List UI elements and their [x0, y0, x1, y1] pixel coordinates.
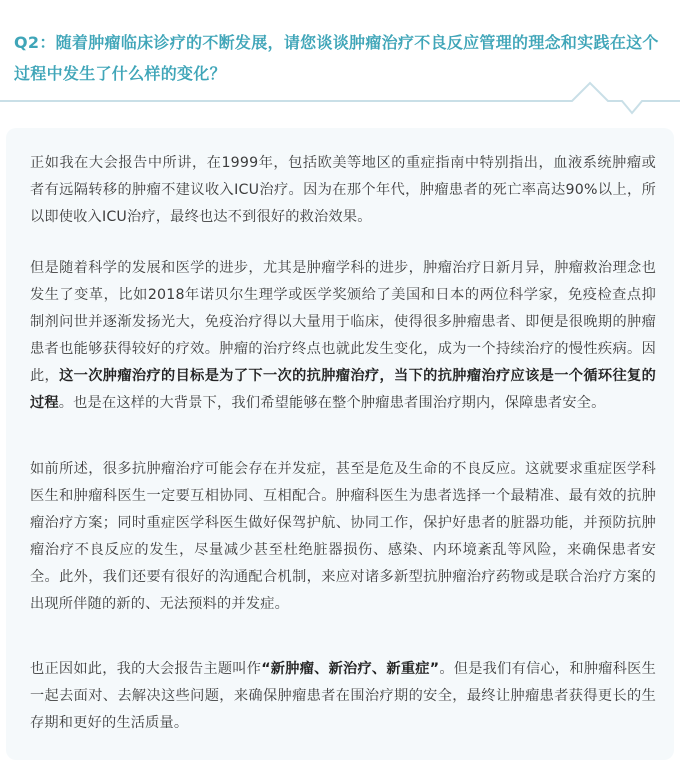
question-heading: Q2：随着肿瘤临床诊疗的不断发展，请您谈谈肿瘤治疗不良反应管理的理念和实践在这个过程中发生了什么样的变化？ — [14, 33, 659, 83]
paragraph-2-text-a: 但是随着科学的发展和医学的进步，尤其是肿瘤学科的进步，肿瘤治疗日新月异，肿瘤救治理念也发生了变革，比如2018年诺贝尔生理学或医学奖颁给了美国和日本的两位科学家，免疫检查点抑制剂问世并逐渐发扬光大，免疫治疗得以大量用于临床，使得很多肿瘤患者、即便是很晚期的肿瘤患者也能够获得较好的疗效。肿瘤的治疗终点也就此发生变化，成为一个持续治疗的慢性疾病。因此， — [30, 260, 656, 384]
paragraph-3-text: 如前所述，很多抗肿瘤治疗可能会存在并发症，甚至是危及生命的不良反应。这就要求重症医学科医生和肿瘤科医生一定要互相协同、互相配合。肿瘤科医生为患者选择一个最精准、最有效的抗肿瘤治疗方案；同时重症医学科医生做好保驾护航、协同工作，保护好患者的脏器功能，并预防抗肿瘤治疗不良反应的发生，尽量减少甚至杜绝脏器损伤、感染、内环境紊乱等风险，来确保患者安全。此外，我们还要有很好的沟通配合机制，来应对诸多新型抗肿瘤治疗药物或是联合治疗方案的出现所伴随的新的、无法预料的并发症。 — [30, 461, 656, 612]
paragraph-2 — [30, 255, 656, 417]
divider-line — [0, 83, 680, 113]
section-divider — [0, 80, 680, 122]
paragraph-1 — [30, 150, 656, 231]
paragraph-4 — [30, 656, 656, 737]
paragraph-4-text-b: 。但是我们有信心，和肿瘤科医生一起去面对、去解决这些问题，来确保肿瘤患者在围治疗期的安全，最终让肿瘤患者获得更长的生存期和更好的生活质量。 — [30, 661, 657, 731]
paragraph-3 — [30, 456, 656, 618]
paragraph-2-emphasis: 这一次肿瘤治疗的目标是为了下一次的抗肿瘤治疗，当下的抗肿瘤治疗应该是一个循环往复的过程 — [30, 368, 656, 411]
paragraph-4-text-a: 也正因如此，我的大会报告主题叫作 — [30, 661, 262, 677]
paragraph-2-text-b: 。也是在这样的大背景下，我们希望能够在整个肿瘤患者围治疗期内，保障患者安全。 — [58, 395, 606, 411]
paragraph-1-text: 正如我在大会报告中所讲，在1999年，包括欧美等地区的重症指南中特别指出，血液系统肿瘤或者有远隔转移的肿瘤不建议收入ICU治疗。因为在那个年代，肿瘤患者的死亡率高达90%以上，所以即使收入ICU治疗，最终也达不到很好的救治效果。 — [30, 155, 656, 225]
paragraph-4-emphasis: “新肿瘤、新治疗、新重症” — [261, 661, 440, 677]
